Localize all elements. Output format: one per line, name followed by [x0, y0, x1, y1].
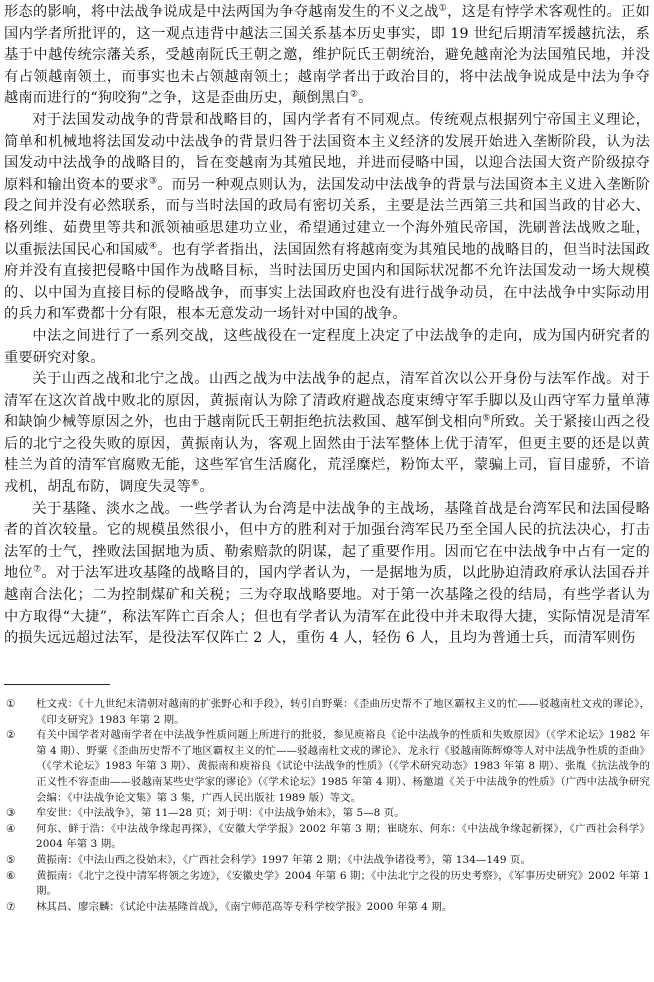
footnotes	[4, 697, 650, 915]
footnote-ref-4: ④	[148, 240, 158, 251]
paragraph-1: 形态的影响，将中法战争说成是中法两国为争夺越南发生的不义之战①，这是有悖学术客观性的。正如国内学者所批评的，这一观点违背中越法三国关系基本历史事实，即 19 世纪后期清军援越抗法，系基于中越传统宗藩关系，受越南阮氏王朝之邀，维护阮氏王朝统治，避免越南沦为法国殖民地，并没有占领越南领土，而事实也未占领越南领土；越南学者出于政治目的，将中法战争说成是中法为争夺越南而进行的“狗咬狗”之争，这是歪曲历史，颠倒黑白②。	[4, 3, 650, 107]
footnote-ref-2: ②	[349, 89, 359, 100]
footnote-ref-5: ⑤	[482, 413, 491, 424]
footnote-7: ⑦ 林其昌、廖宗麟：《试论中法基隆首战》，《南宁师范高等专科学校学报》2000 年第 4 期。	[6, 900, 453, 913]
footnote-4: ④ 何东、鲜于浩：《中法战争缘起再探》，《安徽大学学报》2002 年第 3 期；崔晓东、何东：《中法战争缘起新探》，《广西社会科学》2004 年第 3 期。	[6, 822, 650, 851]
paragraph-3: 中法之间进行了一系列交战，这些战役在一定程度上决定了中法战争的走向，成为国内研究者的重要研究对象。	[4, 327, 650, 366]
footnote-ref-7: ⑦	[33, 564, 42, 575]
footnote-2: ② 有关中国学者对越南学者在中法战争性质问题上所进行的批驳，参见庾裕良《论中法战争的性质和失败原因》（《学术论坛》1982 年第 4 期）、野粟《歪曲历史帮不了地区霸权主义的忙——驳越南杜文戎的谬论》、龙永行《驳越南陈辉燎等人对中法战争性质的歪曲》（《学术论坛》1983 年第 3 期）、黄振南和庾裕良《试论中法战争的性质》（《学术研究动态》1983 年第 8 期）、张胤《抗法战争的正义性不容歪曲——驳越南某些史学家的谬论》（《学术论坛》1985 年第 4 期）、杨邀道《关于中法战争的性质》（广西中法战争研究会编：《中法战争论文集》第 3 集，广西人民出版社 1989 版）等文。	[6, 729, 650, 804]
paragraph-4: 关于山西之战和北宁之战。山西之战为中法战争的起点，清军首次以公开身份与法军作战。对于清军在这次首战中败北的原因，黄振南认为除了清政府避战态度束缚守军手脚以及山西守军力量单薄和缺饷少械等原因之外，也由于越南阮氏王朝拒绝抗法救国、越军倒戈相向⑤所致。关于紧接山西之役后的北宁之役失败的原因，黄振南认为，客观上固然由于法军整体上优于清军，但更主要的还是以黄桂兰为首的清军官腐败无能，这些军官生活腐化，荒淫糜烂，粉饰太平，蒙骗上司，盲目虚骄，不谙戎机，胡乱布防，调度失灵等⑥。	[4, 371, 650, 496]
footnote-3: ③ 牟安世：《中法战争》，第 11—28 页；刘于明：《中法战争始末》，第 5—8 页。	[6, 807, 405, 820]
body-text	[4, 2, 650, 650]
paragraph-2: 对于法国发动战争的背景和战略目的，国内学者有不同观点。传统观点根据列宁帝国主义理论，简单和机械地将法国发动中法战争的背景归咎于法国资本主义经济的发展开始进入垄断阶段，认为法国发动中法战争的战略目的，旨在变越南为其殖民地，并进而侵略中国，以迎合法国大资产阶级掠夺原料和输出资本的要求③。而另一种观点则认为，法国发动中法战争的背景与法国资本主义进入垄断阶段之间并没有必然联系，而与当时法国的政局有密切关系，主要是法兰西第三共和国当政的甘必大、格列维、茹费里等共和派领袖亟思建功立业，希望通过建立一个海外殖民帝国，洗刷普法战败之耻，以重振法国民心和国威④。也有学者指出，法国固然有将越南变为其殖民地的战略目的，但当时法国政府并没有直接把侵略中国作为战略目标，当时法国历史国内和国际状况都不允许法国发动一场大规模的、以中国为直接目标的侵略战争，而事实上法国政府也没有进行战争动员，在中法战争中实际动用的兵力和军费都十分有限，根本无意发动一场针对中国的战争。	[4, 111, 650, 323]
footnote-ref-3: ③	[148, 176, 158, 187]
footnote-ref-1: ①	[438, 3, 448, 14]
footnote-1: ① 杜文戎：《十九世纪末清朝对越南的扩张野心和手段》，转引自野粟：《歪曲历史帮不了地区霸权主义的忙——驳越南杜文戎的谬论》，《印支研究》1983 年第 2 期。	[6, 698, 650, 726]
paragraph-5: 关于基隆、淡水之战。一些学者认为台湾是中法战争的主战场，基隆首战是台湾军民和法国侵略者的首次较量。它的规模虽然很小，但中方的胜利对于加强台湾军民乃至全国人民的抗法决心，打击法军的士气，挫败法国据地为质、勒索赔款的阴谋，起了重要作用。因而它在中法战争中占有一定的地位⑦。对于法军进攻基隆的战略目的，国内学者认为，一是据地为质，以此胁迫清政府承认法国吞并越南合法化；二为控制煤矿和关税；三为夺取战略要地。对于第一次基隆之役的结局，有些学者认为中方取得“大捷”，称法军阵亡百余人；但也有学者认为清军在此役中并未取得大捷，实际情况是清军的损失远远超过法军，是役法军仅阵亡 2 人，重伤 4 人，轻伤 6 人，且均为普通士兵，而清军则伤	[4, 500, 650, 647]
footnote-ref-6: ⑥	[191, 478, 200, 489]
footnote-6: ⑥ 黄振南：《北宁之役中清军将领之劣迹》，《安徽史学》2004 年第 6 期；《中法北宁之役的历史考察》，《军事历史研究》2002 年第 1 期。	[6, 869, 650, 898]
footnote-5: ⑤ 黄振南：《中法山西之役始末》，《广西社会科学》1997 年第 2 期；《中法战争诸役考》，第 134—149 页。	[6, 853, 531, 866]
footnote-divider	[4, 684, 110, 685]
